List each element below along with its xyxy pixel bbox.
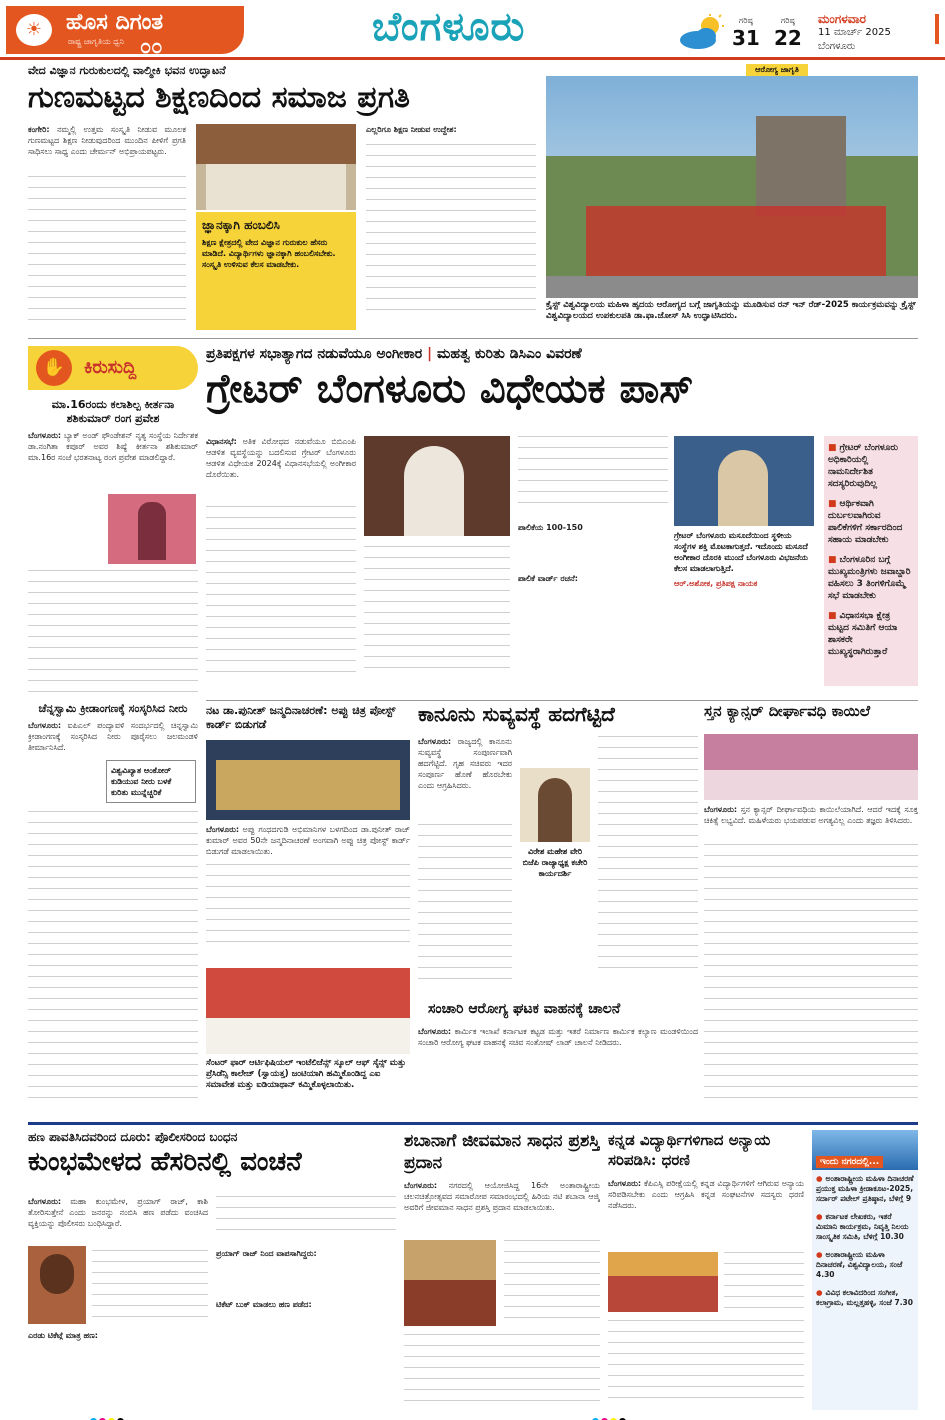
text-columns <box>598 736 698 978</box>
story-headline: ಕಾನೂನು ಸುವ್ಯವಸ್ಥೆ ಹದಗೆಟ್ಟಿದೆ <box>418 704 615 726</box>
run-in-red-photo <box>546 76 918 298</box>
story-shabana-award <box>404 1130 600 1410</box>
story-headline: ಕುಂಭಮೇಳದ ಹೆಸರಿನಲ್ಲಿ ವಂಚನೆ <box>28 1147 302 1177</box>
partly-cloudy-icon <box>676 14 728 50</box>
story-body-cont: ಪ್ರಯಾಗ್ ರಾಜ್ ನಿಂದ ವಾಪಸಾಗಿದ್ದರು: ಟಿಕೆಟ್ ಬುಕ್ ಮಾಡಲು ಹಣ ಪಡೆದ: <box>216 1249 317 1309</box>
story-kicker: ವೇದ ವಿಜ್ಞಾನ ಗುರುಕುಲದಲ್ಲಿ ವಾಲ್ಮೀಕಿ ಭವನ ಉದ್ಘಾಟನೆ <box>28 64 226 77</box>
today-label: ಇಂದು ನಗರದಲ್ಲಿ... <box>816 1156 883 1168</box>
brief-body: ಬೆಂಗಳೂರು: ಐಪಿಎಲ್ ಪಂದ್ಯಾವಳಿ ಸಂದರ್ಭದಲ್ಲಿ ಚಿನ್ನಸ್ವಾಮಿ ಕ್ರೀಡಾಂಗಣಕ್ಕೆ ಸಂಸ್ಕರಿಸಿದ ನೀರು ಪೂರೈಸಲು ಜಲಮಂಡಳಿ ತೀರ್ಮಾನಿಸಿದೆ. <box>28 721 198 752</box>
page-number: ೦೦ <box>140 34 163 58</box>
paper-name: ಹೊಸ ದಿಗಂತ <box>66 10 164 35</box>
dancer-photo <box>108 494 196 564</box>
story-headline: ಸ್ತನ ಕ್ಯಾನ್ಸರ್ ದೀರ್ಘಾವಧಿ ಕಾಯಿಲೆ <box>704 704 871 720</box>
masthead <box>0 0 945 60</box>
story-headline: ನಟ ಡಾ.ಪುನೀತ್ ಜನ್ಮದಿನಾಚರಣೆ: ಅಪ್ಪು ಚಿತ್ರ ಪೋಸ್ಟ್ ಕಾರ್ಡ್ ಬಿಡುಗಡೆ <box>206 704 396 731</box>
text-columns <box>366 144 536 320</box>
lead-headline: ಗ್ರೇಟರ್ ಬೆಂಗಳೂರು ವಿಧೇಯಕ ಪಾಸ್ <box>206 365 694 412</box>
story-body: ಬೆಂಗಳೂರು: ನಗರದಲ್ಲಿ ಆಯೋಜಿಸಿದ್ದ 16ನೇ ಅಂತಾರಾಷ್ಟ್ರೀಯ ಚಲನಚಿತ್ರೋತ್ಸವದ ಸಮಾರೋಪ ಸಮಾರಂಭದಲ್ಲಿ ಹಿರಿಯ ನಟಿ ಶಬಾನಾ ಆಜ್ಮಿ ಅವರಿಗೆ ಜೀವಮಾನ ಸಾಧನ ಪ್ರಶಸ್ತಿ ಪ್ರದಾನ ಮಾಡಲಾಯಿತು. <box>404 1181 600 1212</box>
story-kannada-students <box>608 1130 804 1410</box>
story-headline: ಕನ್ನಡ ವಿದ್ಯಾರ್ಥಿಗಳಿಗಾದ ಅನ್ಯಾಯ ಸರಿಪಡಿಸಿ: ಧರಣಿ <box>608 1131 771 1169</box>
text-columns <box>28 176 186 330</box>
text-columns <box>92 1250 208 1327</box>
briefs-column <box>28 346 198 1106</box>
event-photo <box>196 124 356 210</box>
megaphone-icon: ✋ <box>36 350 72 386</box>
story-law-order <box>418 704 698 1124</box>
story-body: ಕಂಗೇರಿ: ನಮ್ಮಲ್ಲಿ ಉತ್ತಮ ಸಂಸ್ಕೃತಿ ನೀಡುವ ಮೂಲಕ ಗುಣಮಟ್ಟದ ಶಿಕ್ಷಣ ನೀಡುವುದರಿಂದ ಮುಂದಿನ ಪೀಳಿಗೆ ಪ್ರಗತಿ ಸಾಧಿಸಲು ಸಾಧ್ಯ ಎಂದು ಚೇರ್ಮನ್ ಅಭಿಪ್ರಾಯಪಟ್ಟರು. <box>28 125 186 156</box>
text-columns <box>704 844 918 1108</box>
story-health-awareness <box>546 64 918 334</box>
story-subbody: ಬೆಂಗಳೂರು: ಕಾರ್ಮಿಕ ಇಲಾಖೆ ಕರ್ನಾಟಕ ಕಟ್ಟಡ ಮತ್ತು ಇತರೆ ನಿರ್ಮಾಣ ಕಾರ್ಮಿಕ ಕಲ್ಯಾಣ ಮಂಡಳಿಯಿಂದ ಸಂಚಾರಿ ಆರೋಗ್ಯ ಘಟಕ ವಾಹನಕ್ಕೆ ಸಚಿವ ಸಂತೋಷ್ ಲಾಡ್ ಚಾಲನೆ ನೀಡಿದರು. <box>418 1027 698 1047</box>
story-body: ಬೆಂಗಳೂರು: ಅಪ್ಪು ಗಂಧದಗುಡಿ ಅಭಿಮಾನಿಗಳ ಬಳಗದಿಂದ ಡಾ.ಪುನೀತ್ ರಾಜ್ ಕುಮಾರ್ ಅವರ 50ನೇ ಜನ್ಮದಿನಾಚರಣೆ ಅಂಗವಾಗಿ ಅಪ್ಪು ಚಿತ್ರ ಪೋಸ್ಟ್ ಕಾರ್ಡ್ ಬಿಡುಗಡೆ ಮಾಡಲಾಯಿತು. <box>206 825 410 856</box>
story-kicker: ಹಣ ಪಾವತಿಸಿದವರಿಂದ ದೂರು: ಪೊಲೀಸರಿಂದ ಬಂಧನ <box>28 1130 238 1144</box>
quote-box <box>196 212 356 330</box>
text-columns <box>206 506 356 682</box>
text-columns <box>504 1240 600 1328</box>
paper-tagline: ರಾಷ್ಟ್ರ ಜಾಗೃತಿಯ ಧ್ವನಿ <box>68 37 125 46</box>
protest-photo <box>608 1252 718 1312</box>
text-columns <box>28 570 198 692</box>
opposition-quote: ಗ್ರೇಟರ್ ಬೆಂಗಳೂರು ಮಸೂದೆಯಿಂದ ಸ್ಥಳೀಯ ಸಂಸ್ಥೆಗಳ ಶಕ್ತಿ ಮೊಟಕಾಗುತ್ತದೆ. ಇದೊಂದು ಮಸೂದೆ ಅಂಗೀಕಾರ ದೊರಕಿ ಮುಂದೆ ಬೆಂಗಳೂರು ವಿಭಜನೆಯ ಕೆಲಸ ಮಾಡಲಾಗುತ್ತಿದೆ. ಆರ್.ಅಶೋಕ, ಪ್ರತಿಪಕ್ಷ ನಾಯಕ <box>674 531 809 588</box>
story-body: ಬೆಂಗಳೂರು: ಸ್ತನ ಕ್ಯಾನ್ಸರ್ ದೀರ್ಘಾವಧಿಯ ಕಾಯಿಲೆಯಾಗಿದೆ. ಆದರೆ ಇದಕ್ಕೆ ಸೂಕ್ತ ಚಿಕಿತ್ಸೆ ಲಭ್ಯವಿದೆ. ಮಹಿಳೆಯರು ಭಯಪಡುವ ಅಗತ್ಯವಿಲ್ಲ ಎಂದು ತಜ್ಞರು ತಿಳಿಸಿದರು. <box>704 805 918 825</box>
lead-kicker: ಪ್ರತಿಪಕ್ಷಗಳ ಸಭಾತ್ಯಾಗದ ನಡುವೆಯೂ ಅಂಗೀಕಾರ | ಮಹತ್ವ ಕುರಿತು ಡಿಸಿಎಂ ವಿವರಣೆ <box>206 346 582 362</box>
ai-conference-photo <box>206 968 410 1054</box>
story-body: ಬೆಂಗಳೂರು: ರಾಜ್ಯದಲ್ಲಿ ಕಾನೂನು ಸುವ್ಯವಸ್ಥೆ ಸಂಪೂರ್ಣವಾಗಿ ಹದಗೆಟ್ಟಿದೆ. ಗೃಹ ಸಚಿವರು ಇದರ ಸಂಪೂರ್ಣ ಹೊಣೆ ಹೊರಬೇಕು ಎಂದು ಆಗ್ರಹಿಸಿದರು. <box>418 737 512 790</box>
key-point: ■ ಗ್ರೇಟರ್ ಬೆಂಗಳೂರು ಅಧಿಕಾರಿಯಲ್ಲಿ ನಾಮನಿರ್ದೇಶಿತ ಸದಸ್ಯರಿರುವುದಿಲ್ಲ <box>828 443 899 489</box>
text-columns <box>608 1320 804 1408</box>
opposition-leader-photo <box>674 436 814 526</box>
max-temperature: ಗರಿಷ್ಠ 31 <box>732 16 760 50</box>
story-puneeth <box>206 704 410 1124</box>
text-columns <box>518 436 668 513</box>
text-columns <box>216 1196 396 1240</box>
sun-logo-icon: ☀ <box>16 14 52 46</box>
newspaper-logo <box>6 6 244 54</box>
city-title: ಬೆಂಗಳೂರು <box>372 4 526 50</box>
section-label: ಆರೋಗ್ಯ ಜಾಗೃತಿ <box>746 64 808 86</box>
lead-body: ವಿಧಾನಸಭೆ: ಅತಿಕ ವಿರೋಧದ ನಡುವೆಯೂ ಬಿಬಿಎಂಪಿ ಆಡಳಿತ ವ್ಯವಸ್ಥೆಯನ್ನು ಬದಲಿಸುವ ಗ್ರೇಟರ್ ಬೆಂಗಳೂರು ಆಡಳಿತ ವಿಧೇಯಕ 2024ಕ್ಕೆ ವಿಧಾನಸಭೆಯಲ್ಲಿ ಅಂಗೀಕಾರ ದೊರೆಯಿತು. <box>206 437 356 479</box>
dcm-photo <box>364 436 510 536</box>
event-item: ● ಅಂತಾರಾಷ್ಟ್ರೀಯ ಮಹಿಳಾ ದಿನಾಚರಣೆ, ವಿಶ್ವವಿದ್ಯಾಲಯ, ಸಂಜೆ 4.30 <box>816 1250 903 1279</box>
photo-caption: ಸೆಂಟರ್ ಫಾರ್ ಆರ್ಟಿಫಿಷಿಯಲ್ ಇಂಟೆಲಿಜೆನ್ಸ್ ಸ್ಕೂಲ್ ಆಫ್ ಸೈನ್ಸ್ ಮತ್ತು ಪ್ರೆಸಿಡೆನ್ಸಿ ಕಾಲೇಜ್ (ಸ್ವಾಯತ್ತ) ಜಂಟಿಯಾಗಿ ಹಮ್ಮಿಕೊಂಡಿದ್ದ ಎಐ ಸಮಾವೇಶ ಮತ್ತು ಐಡಿಯಾಥಾನ್ ಕಮ್ಮಿಕೊಳ್ಳಲಾಯಿತು. <box>206 1058 406 1090</box>
text-columns <box>404 1334 600 1410</box>
key-point: ■ ಬೆಂಗಳೂರಿನ ಬಗ್ಗೆ ಮುಖ್ಯಮಂತ್ರಿಗಳು ಜವಾಬ್ದಾರಿ ವಹಿಸಲು 3 ತಿಂಗಳಿಗೊಮ್ಮೆ ಸಭೆ ಮಾಡಬೇಕು <box>828 555 911 601</box>
story-body-cont: ಎಲ್ಲರಿಗೂ ಶಿಕ್ಷಣ ನೀಡುವ ಉದ್ದೇಶ: <box>366 125 457 134</box>
issue-date: ಮಂಗಳವಾರ 11 ಮಾರ್ಚ್ 2025 ಬೆಂಗಳೂರು <box>818 12 891 52</box>
story-education <box>28 64 538 334</box>
awareness-event-photo <box>704 734 918 800</box>
text-columns <box>28 811 198 1106</box>
leader-portrait <box>520 768 590 842</box>
key-points-box <box>824 436 918 686</box>
portrait-label: ವಿರೇಶ ಮಹೇಶ ವೇರಿ ಬಿಜೆಪಿ ರಾಜ್ಯಾಧ್ಯಕ್ಷ ಕಚೇರಿ ಕಾರ್ಯದರ್ಶಿ <box>522 847 588 878</box>
city-skyline-banner <box>812 1130 918 1170</box>
brief-headline: ಚೆನ್ನಸ್ವಾಮಿ ಕ್ರೀಡಾಂಗಣಕ್ಕೆ ಸಂಸ್ಕರಿಸಿದ ನೀರು <box>38 702 188 715</box>
story-body: ಬೆಂಗಳೂರು: ಮಹಾ ಕುಂಭಮೇಳ, ಪ್ರಯಾಗ್ ರಾಜ್, ಕಾಶಿ ತೋರಿಸುತ್ತೇನೆ ಎಂದು ಜನರನ್ನು ನಂಬಿಸಿ ಹಣ ಪಡೆದು ವಂಚಿಸಿದ ವ್ಯಕ್ತಿಯನ್ನು ಪೊಲೀಸರು ಬಂಧಿಸಿದ್ದಾರೆ. <box>28 1197 208 1228</box>
event-item: ● ವಿವಿಧ ಕಲಾವಿದರಿಂದ ಸಂಗೀತ, ಕಲಾಗ್ರಾಮ, ಮಲ್ಲತ್ತಹಳ್ಳಿ, ಸಂಜೆ 7.30 <box>816 1288 913 1307</box>
briefs-label: ಕಿರುಸುದ್ದಿ <box>84 357 137 378</box>
story-breast-cancer <box>704 704 918 1124</box>
story-headline: ಗುಣಮಟ್ಟದ ಶಿಕ್ಷಣದಿಂದ ಸಮಾಜ ಪ್ರಗತಿ <box>28 80 410 115</box>
key-point: ■ ವಿಧಾನಸಭಾ ಕ್ಷೇತ್ರ ಮಟ್ಟದ ಸಮಿತಿಗೆ ಆಯಾ ಶಾಸಕರೇ ಮುಖ್ಯಸ್ಥರಾಗಿರುತ್ತಾರೆ <box>828 611 898 657</box>
story-subheadline: ಸಂಚಾರಿ ಆರೋಗ್ಯ ಘಟಕ ವಾಹನಕ್ಕೆ ಚಾಲನೆ <box>428 1001 621 1017</box>
event-item: ● ಕರ್ನಾಟಕ ಲೇಖಕರು, ಇತರೆ ಮಿಮಾನಿ ಕಾರ್ಯಕ್ರಮ, ನಿವೃತ್ತಿ ನಿಲಯ ಸಾಂಸ್ಕೃತಿಕ ಸಮಿತಿ, ಬೆಳಿಗ್ಗೆ 10.30 <box>816 1212 909 1241</box>
key-point: ■ ಆರ್ಥಿಕವಾಗಿ ದುರ್ಬಲವಾಗಿರುವ ಪಾಲಿಕೆಗಳಿಗೆ ಸರ್ಕಾರದಿಂದ ಸಹಾಯ ಮಾಡಬೇಕು <box>828 499 903 545</box>
min-temperature: ಗರಿಷ್ಠ 22 <box>774 16 802 50</box>
story-subhead: ಎರಡು ಟಿಕೆಟ್ಗೆ ಮಾತ್ರ ಹಣ: <box>28 1331 98 1340</box>
brief-headline: ಮಾ.16ರಂದು ಕಲಾಶಿಲ್ಪ ಕೀರ್ತನಾ ಶಶಿಕುಮಾರ್ ರಂಗ ಪ್ರವೇಶ <box>51 398 175 425</box>
brief-sidebox: ವಿಶ್ವವಿಖ್ಯಾತ ಆಂಕೋರ್ ಕುಡಿಯುವ ನೀರು ಬಳಕೆ ಕುರಿತು ಮುನ್ನೆಚ್ಚರಿಕೆ <box>106 760 196 803</box>
quote-box-title: ಜ್ಞಾನಕ್ಕಾಗಿ ಹಂಬಲಿಸಿ <box>202 218 280 232</box>
lead-body-cont: ಪಾಲಿಕೆಯ 100-150 ಪಾಲಿಕೆ ವಾರ್ಡ್ ರಚನೆ: <box>518 523 583 583</box>
masthead-accent-bar <box>935 14 939 44</box>
story-body: ಬೆಂಗಳೂರು: ಕೆಪಿಎಸ್ಸಿ ಪರೀಕ್ಷೆಯಲ್ಲಿ ಕನ್ನಡ ವಿದ್ಯಾರ್ಥಿಗಳಿಗೆ ಆಗಿರುವ ಅನ್ಯಾಯ ಸರಿಪಡಿಸಬೇಕು ಎಂದು ಆಗ್ರಹಿಸಿ ಕನ್ನಡ ಸಂಘಟನೆಗಳ ಸದಸ್ಯರು ಧರಣಿ ನಡೆಸಿದರು. <box>608 1179 804 1210</box>
story-kumbh-fraud <box>28 1130 398 1410</box>
text-columns <box>724 1252 804 1318</box>
briefs-header <box>28 346 198 390</box>
color-registration-marks <box>592 1410 628 1418</box>
quote-box-text: ಶಿಕ್ಷಣ ಕ್ಷೇತ್ರದಲ್ಲಿ ವೇದ ವಿಜ್ಞಾನ ಗುರುಕುಲ ಹೆಸರು ಮಾಡಿದೆ. ವಿದ್ಯಾರ್ಥಿಗಳು ಜ್ಞಾನಕ್ಕಾಗಿ ಹಂಬಲಿಸಬೇಕು. ಸಂಸ್ಕೃತಿ ಉಳಿಸುವ ಕೆಲಸ ಮಾಡಬೇಕು. <box>202 238 336 269</box>
text-columns <box>364 546 510 678</box>
text-columns <box>206 864 410 952</box>
postcard-release-photo <box>206 740 410 820</box>
brief-body: ಬೆಂಗಳೂರು: ಬ್ಯಾಕ್ ಅಂಡ್ ಫೌಂಡೇಶನ್ ನೃತ್ಯ ಸಂಸ್ಥೆಯ ನಿರ್ದೇಶಕ ಡಾ.ನಂಗಿತಾ ಕಪೂರ್ ಅವರ ಶಿಷ್ಯೆ ಕೀರ್ತನಾ ಶಶಿಕುಮಾರ್ ಮಾ.16ರ ಸಂಜೆ ಭರತನಾಟ್ಯ ರಂಗ ಪ್ರವೇಶ ಮಾಡಲಿದ್ದಾರೆ. <box>28 431 198 462</box>
lead-story <box>206 346 918 696</box>
today-in-city <box>812 1130 918 1410</box>
story-headline: ಶಬಾನಾಗೆ ಜೀವಮಾನ ಸಾಧನ ಪ್ರಶಸ್ತಿ ಪ್ರದಾನ <box>404 1131 600 1173</box>
award-ceremony-photo <box>404 1240 496 1326</box>
accused-photo <box>28 1246 86 1324</box>
color-registration-marks <box>90 1410 126 1418</box>
event-item: ● ಅಂತಾರಾಷ್ಟ್ರೀಯ ಮಹಿಳಾ ದಿನಾಚರಣೆ ಪ್ರಯುಕ್ತ ಮಹಿಳಾ ಕ್ರೀಡಾಕೂಟ-2025, ಸರ್ದಾರ್ ಪಟೇಲ್ ಪ್ರತಿಷ್ಠಾನ, ಬೆಳಿಗ್ಗೆ 9 <box>816 1174 914 1203</box>
text-columns <box>418 824 512 989</box>
photo-caption: ಕ್ರೈಸ್ಟ್ ವಿಶ್ವವಿದ್ಯಾಲಯ ಮಹಿಳಾ ಹೃದಯ ಆರೋಗ್ಯದ ಬಗ್ಗೆ ಜಾಗೃತಿಯನ್ನು ಮೂಡಿಸುವ ರನ್ ಇನ್ ರೆಡ್-2025 ಕಾರ್ಯಕ್ರಮವನ್ನು ಕ್ರೈಸ್ಟ್ ವಿಶ್ವವಿದ್ಯಾಲಯದ ಉಪಕುಲಪತಿ ಡಾ.ಫಾ.ಜೋಸ್ ಸಿಸಿ ಉದ್ಘಾಟಿಸಿದರು. <box>546 300 916 321</box>
